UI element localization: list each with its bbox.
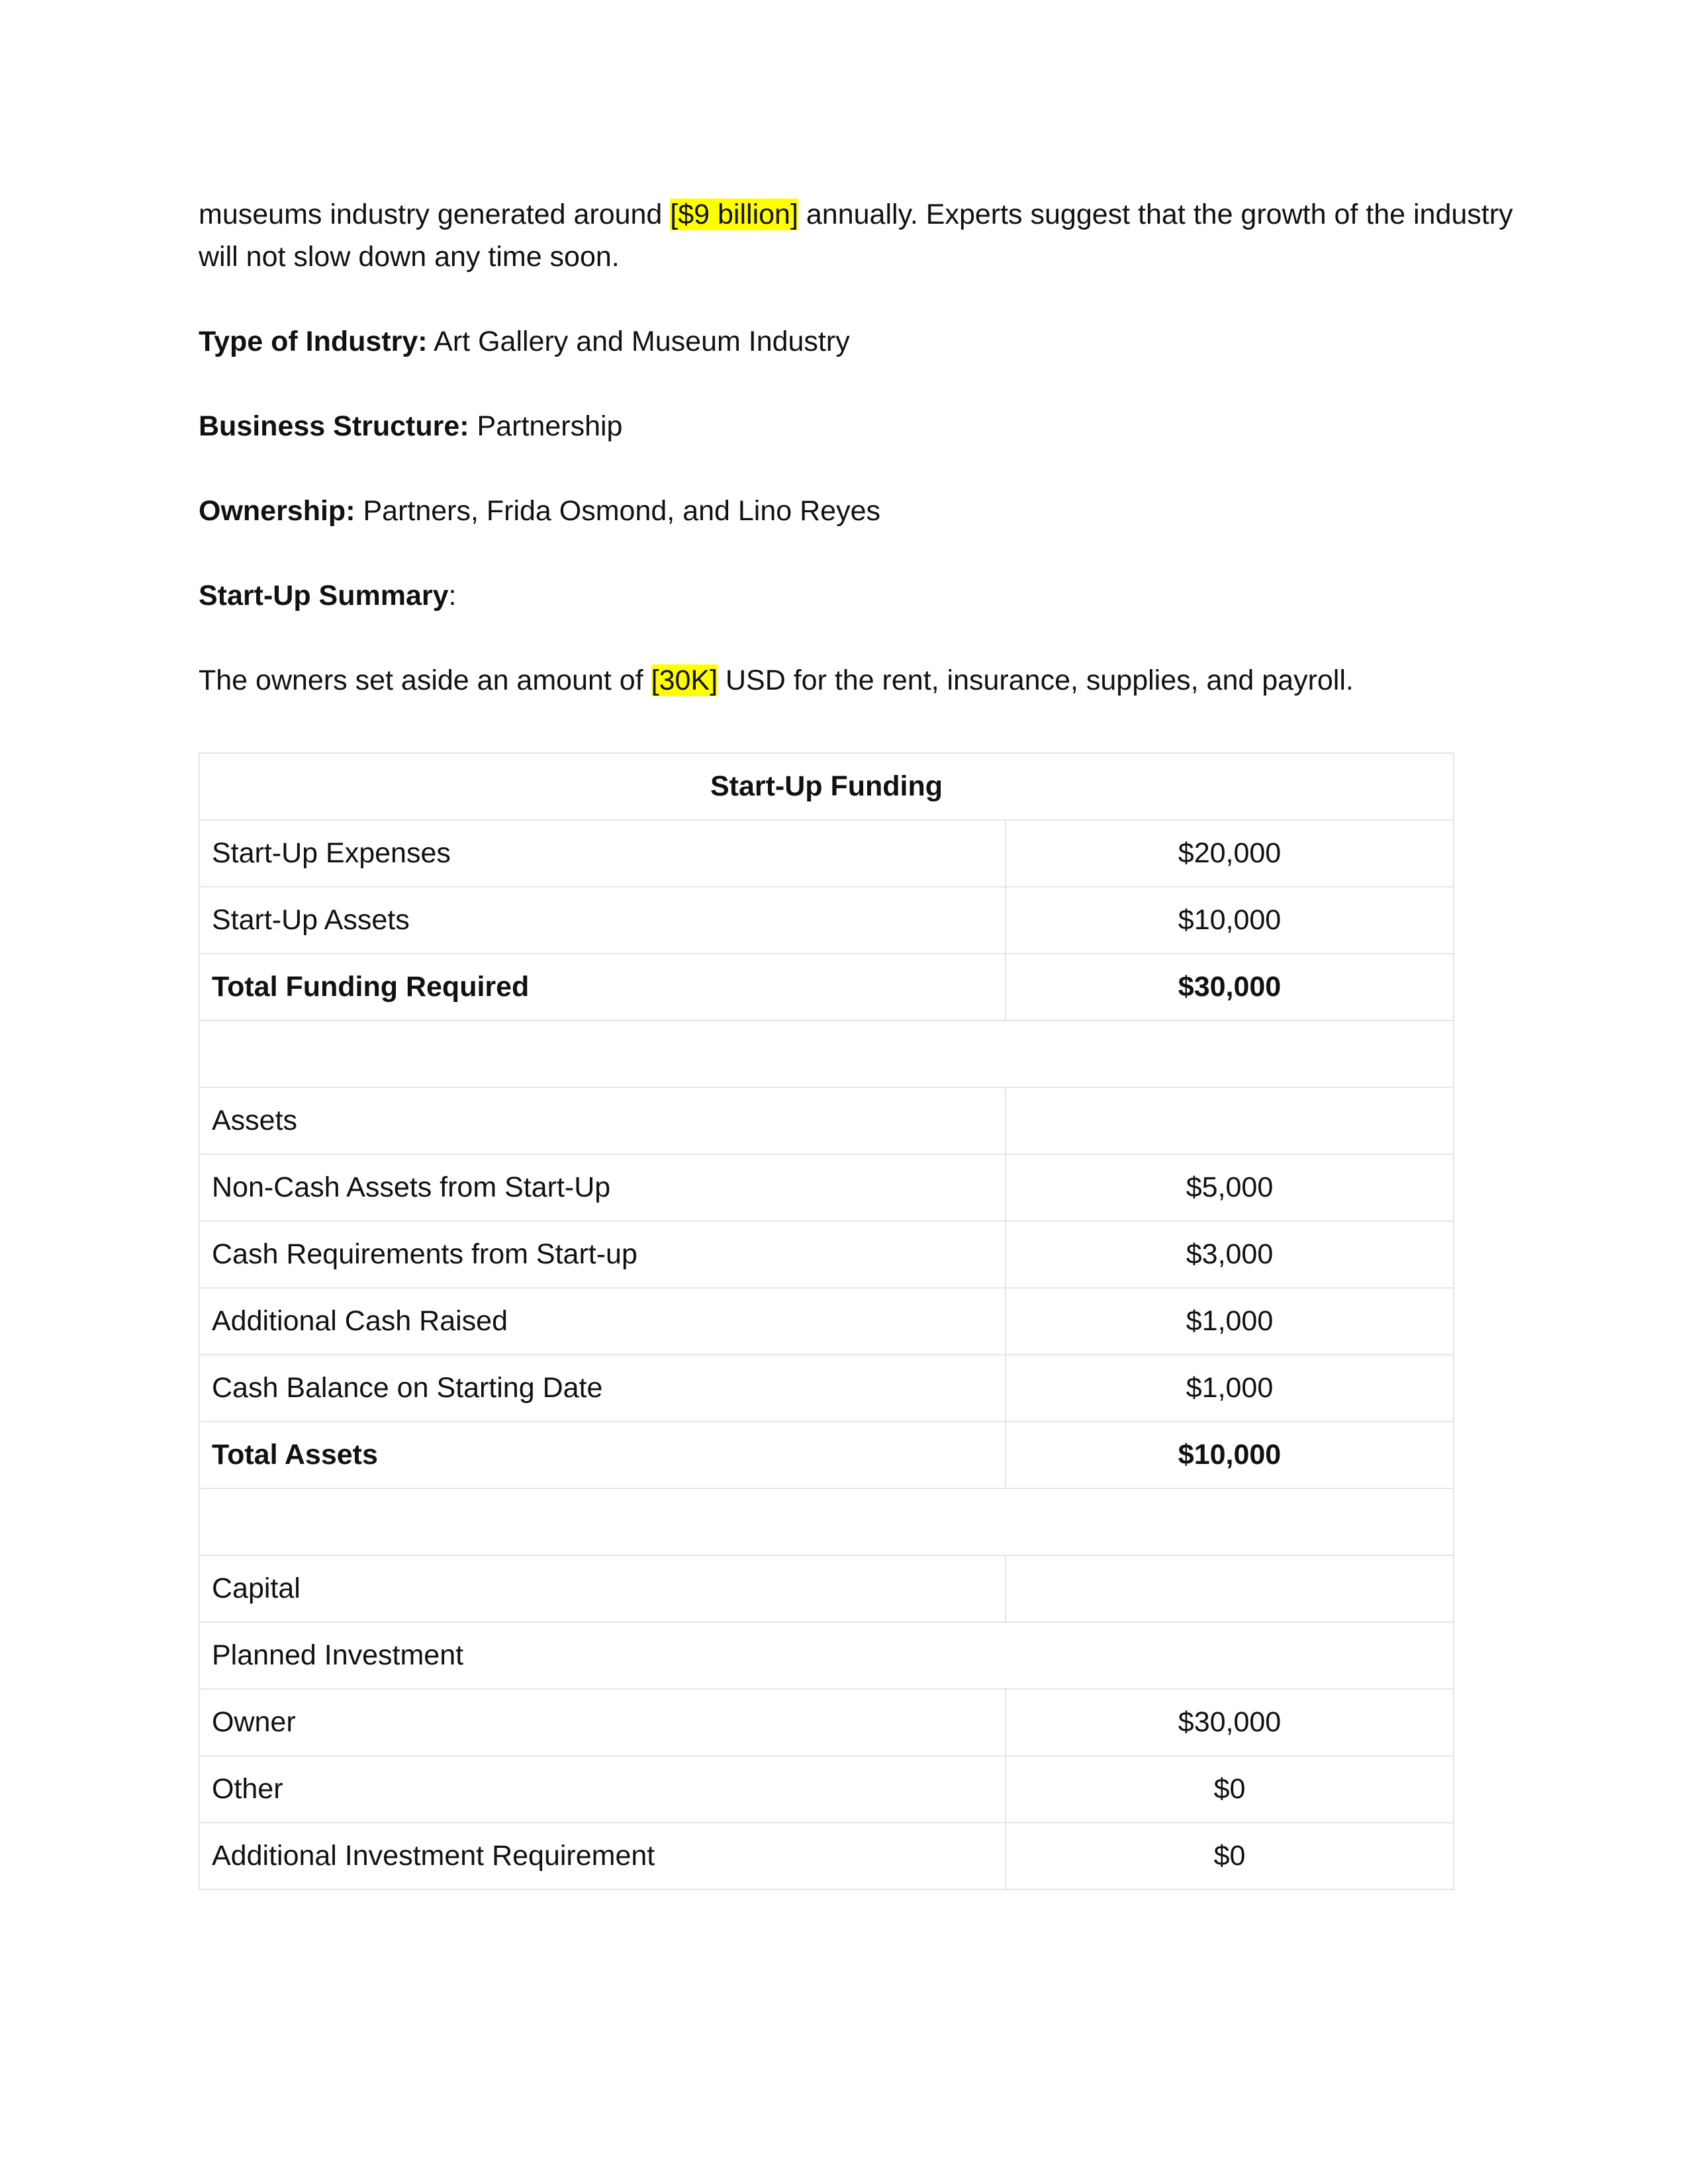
intro-text-cont: annually. Experts suggest that the growth of the industry — [798, 199, 1513, 230]
row-label: Assets — [199, 1087, 1006, 1154]
industry-value: Art Gallery and Museum Industry — [427, 326, 850, 357]
row-label: Cash Balance on Starting Date — [199, 1355, 1006, 1422]
row-value: $10,000 — [1006, 887, 1454, 954]
ownership-value: Partners, Frida Osmond, and Lino Reyes — [355, 495, 881, 527]
table-title-row — [199, 753, 1454, 820]
table-row — [199, 1087, 1454, 1154]
row-label: Start-Up Assets — [199, 887, 1006, 954]
row-label: Other — [199, 1756, 1006, 1823]
ownership-field — [199, 490, 1516, 532]
table-row — [199, 1756, 1454, 1823]
row-label: Owner — [199, 1689, 1006, 1756]
row-label: Planned Investment — [199, 1622, 1454, 1689]
row-value: $5,000 — [1006, 1154, 1454, 1221]
table-spacer-row — [199, 1021, 1454, 1087]
row-value: $3,000 — [1006, 1221, 1454, 1288]
intro-paragraph — [199, 193, 1516, 278]
ownership-label: Ownership: — [199, 495, 355, 527]
summary-text-cont: USD for the rent, insurance, supplies, and payroll. — [718, 664, 1354, 696]
summary-label: Start-Up Summary — [199, 580, 449, 612]
row-label: Start-Up Expenses — [199, 820, 1006, 887]
row-label: Cash Requirements from Start-up — [199, 1221, 1006, 1288]
row-value: $30,000 — [1006, 1689, 1454, 1756]
summary-colon: : — [448, 580, 457, 612]
row-label: Capital — [199, 1555, 1006, 1622]
row-label: Non-Cash Assets from Start-Up — [199, 1154, 1006, 1221]
table-row — [199, 1689, 1454, 1756]
row-value: $0 — [1006, 1823, 1454, 1889]
table-row — [199, 820, 1454, 887]
row-value: $10,000 — [1006, 1422, 1454, 1488]
table-row — [199, 1555, 1454, 1622]
table-row — [199, 1622, 1454, 1689]
summary-text: The owners set aside an amount of — [199, 664, 651, 696]
industry-field — [199, 320, 1516, 363]
row-value: $1,000 — [1006, 1355, 1454, 1422]
startup-funding-table — [199, 752, 1454, 1890]
structure-value: Partnership — [469, 410, 623, 442]
table-row — [199, 1355, 1454, 1422]
row-value: $0 — [1006, 1756, 1454, 1823]
structure-field — [199, 405, 1516, 447]
row-value: $20,000 — [1006, 820, 1454, 887]
table-row — [199, 1154, 1454, 1221]
spacer-cell — [199, 1021, 1454, 1087]
table-spacer-row — [199, 1488, 1454, 1555]
row-label: Total Funding Required — [199, 954, 1006, 1021]
intro-text-line2: will not slow down any time soon. — [199, 241, 620, 273]
highlighted-amount: [30K] — [651, 664, 718, 696]
row-value — [1006, 1555, 1454, 1622]
table-title: Start-Up Funding — [199, 753, 1454, 820]
row-label: Additional Cash Raised — [199, 1288, 1006, 1355]
table-row — [199, 1221, 1454, 1288]
industry-label: Type of Industry: — [199, 326, 428, 357]
structure-label: Business Structure: — [199, 410, 469, 442]
table-row-total — [199, 1422, 1454, 1488]
row-value — [1006, 1087, 1454, 1154]
table-row — [199, 1823, 1454, 1889]
intro-text: museums industry generated around — [199, 199, 671, 230]
row-value: $30,000 — [1006, 954, 1454, 1021]
spacer-cell — [199, 1488, 1454, 1555]
table-row — [199, 1288, 1454, 1355]
summary-heading — [199, 574, 1516, 617]
table-row-total — [199, 954, 1454, 1021]
highlighted-revenue: [$9 billion] — [670, 199, 798, 230]
row-label: Additional Investment Requirement — [199, 1823, 1006, 1889]
row-value: $1,000 — [1006, 1288, 1454, 1355]
document-body — [199, 193, 1516, 702]
summary-paragraph — [199, 659, 1516, 702]
table-row — [199, 887, 1454, 954]
row-label: Total Assets — [199, 1422, 1006, 1488]
